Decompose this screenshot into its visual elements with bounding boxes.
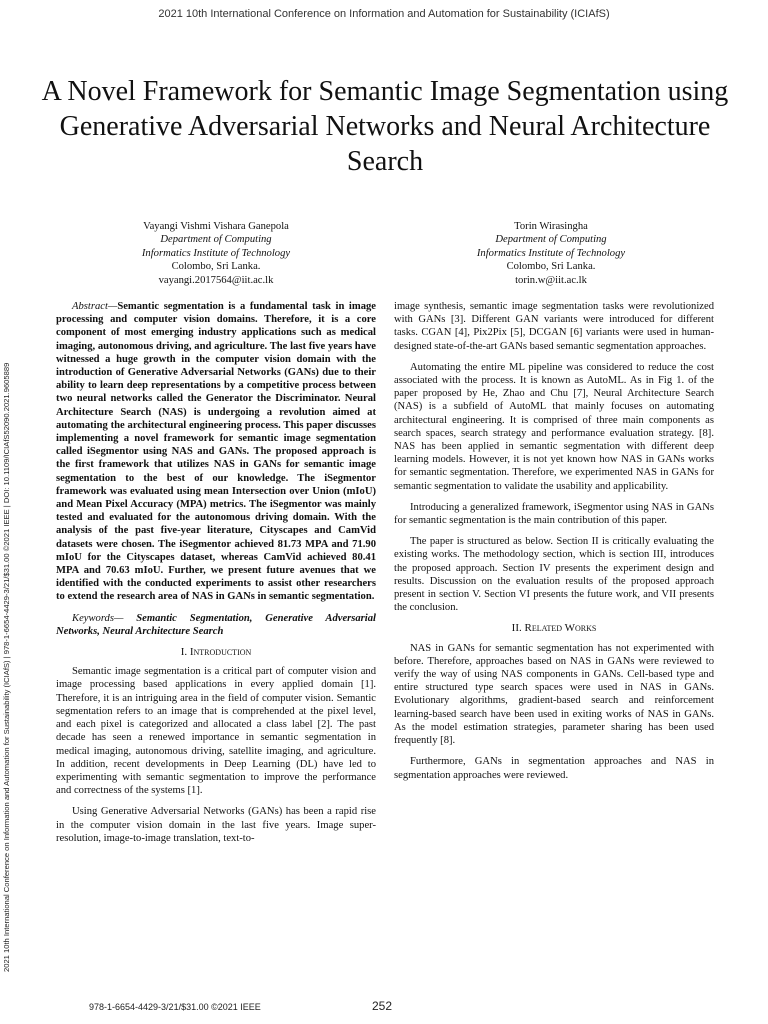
abstract-text: Semantic segmentation is a fundamental task in image processing and computer vision domains. Therefore, it is a core component of most emerging industry applications such as medical imaging, autonomous driving, and agriculture. The last five years have witnessed a huge growth in the computer vision domain with the introduction of Generative Adversarial Networks (GANs) due to their ability to learn deep representations by a competitive process between two neural networks called the Generator the Discriminator. Neural Architecture Search (NAS) is undergoing a revolution aimed at automating the architectural engineering process. This paper discusses implementing a novel framework for semantic image segmentation called iSegmentor using NAS and GANs. The proposed approach is the first framework that utilizes NAS in GANs for semantic image segmentation to the best of our knowledge. The iSegmentor framework was evaluated using mean Intersection over Union (mIoU) and Mean Pixel Accuracy (MPA) metrics. The iSegmentor was mainly tested and evaluated for the autonomous driving domain. With the analysis of the past five-year literature, Cityscapes and CamVid datasets were chosen. The iSegmentor achieved 81.73 MPA and 71.90 mIoU for the Cityscapes dataset, whereas CamVid achieved 80.41 MPA and 70.63 mIoU. Further, we present future avenues that we identified with the conducted experiments to assist other researchers to extend the research area of NAS in GANs in semantic segmentation.: [56, 301, 376, 603]
keywords-lead: Keywords—: [72, 612, 124, 624]
author-name: Torin Wirasingha: [514, 221, 588, 232]
author-department: Department of Computing: [495, 234, 607, 246]
author-block-2: [431, 220, 671, 287]
conference-header: 2021 10th International Conference on Information and Automation for Sustainability (ICIAfS): [158, 8, 610, 20]
keywords: [56, 612, 376, 638]
paragraph: Introducing a generalized framework, iSegmentor using NAS in GANs for semantic segmentation is the main contribution of this paper.: [394, 501, 714, 527]
paragraph: Semantic image segmentation is a critical part of computer vision and image processing based applications in every applied domain [1]. Therefore, it is an intriguing area in the field of computer vision. Semantic segmentation refers to an image that is comprehended at the pixel level, and each pixel is categorized and allocated a class label [2]. The past decade has seen a renewed importance in semantic segmentation in medical imaging, autonomous driving, satellite imaging, and agriculture. In addition, recent developments in Deep Learning (DL) have led to experimenting with semantic segmentation to improve the performance and correctness of the systems [1].: [56, 666, 376, 797]
paper-title: A Novel Framework for Semantic Image Segmentation using Generative Adversarial Networks and Neural Architecture Search: [41, 76, 729, 177]
keywords-text: Semantic Segmentation, Generative Adversarial Networks, Neural Architecture Search: [56, 612, 376, 637]
author-institute: Informatics Institute of Technology: [141, 247, 291, 259]
author-location: Colombo, Sri Lanka.: [506, 261, 596, 273]
paragraph: Furthermore, GANs in segmentation approaches and NAS in segmentation approaches were reviewed.: [394, 756, 714, 781]
paragraph: NAS in GANs for semantic segmentation has not experimented with before. Therefore, approaches based on NAS in GANs were reviewed to verify the way of using NAS components in GANs. Cell-based type and entire structured type search spaces were used in NAS in GANs. Evolutionary algorithms, gradient-based search and reinforcement learning-based search have been used in exiting works of NAS in GANs. As the model estimation strategies, parameter sharing has been used frequently [8].: [394, 642, 714, 747]
author-department: Department of Computing: [160, 234, 272, 246]
paragraph: Using Generative Adversarial Networks (GANs) has been a rapid rise in the computer vision domain in the last five years. Image super-resolution, image-to-image translation, text-to-: [56, 806, 376, 844]
paragraph: Automating the entire ML pipeline was considered to reduce the cost associated with the process. It is known as AutoML. As in Fig 1. of the paper proposed by He, Zhao and Chu [7], Neural Architecture Search (NAS) is a subfield of AutoML that mainly focuses on automating architectural engineering. It is comprised of three main components as search spaces, search strategy and performance evaluation strategy. [8]. NAS has been applied in semantic segmentation with different deep learning models. However, it is not yet known how NAS in GANs works for semantic segmentation. Therefore, we experimented NAS in GANs for semantic segmentation to validate the usability and applicability.: [394, 361, 714, 492]
side-stamp-text: 2021 10th International Conference on Information and Automation for Sustainability (ICIAfS) | 978-1-6654-4429-3/21/$31.00 ©2021 IEEE | DOI: 10.1109/ICIAfS52090.2021.9605889: [2, 362, 11, 972]
paragraph-continuation: image synthesis, semantic image segmentation tasks were revolutionized with GANs [3]. Different GAN variants were introduced for different tasks. CGAN [4], Pix2Pix [5], DCGAN [6] variants were used in human-designed state-of-the-art GANs based semantic segmentation approaches.: [394, 301, 714, 352]
author-block-1: [96, 220, 336, 287]
left-column: [56, 300, 376, 853]
page-number: 252: [372, 999, 393, 1013]
abstract: [56, 300, 376, 604]
section-heading-related-works: II. Related Works: [511, 622, 597, 635]
abstract-lead: Abstract—: [72, 301, 118, 312]
author-email[interactable]: vayangi.2017564@iit.ac.lk: [158, 274, 274, 286]
paragraph: The paper is structured as below. Section II is critically evaluating the existing works. The methodology section, which is section III, introduces the proposed approach. Section IV presents the experiment design and results. Discussion on the evaluation results of the proposed approach present in section V. Section VI presents the future work, and VII presents the conclusion.: [394, 536, 714, 614]
section-heading-introduction: I. Introduction: [180, 646, 252, 659]
side-stamp: [2, 122, 16, 972]
author-location: Colombo, Sri Lanka.: [171, 261, 261, 273]
author-name: Vayangi Vishmi Vishara Ganepola: [143, 221, 289, 232]
author-institute: Informatics Institute of Technology: [476, 247, 626, 259]
footer-isbn: 978-1-6654-4429-3/21/$31.00 ©2021 IEEE: [89, 1002, 261, 1012]
author-email[interactable]: torin.w@iit.ac.lk: [515, 274, 587, 286]
right-column: [394, 300, 714, 790]
